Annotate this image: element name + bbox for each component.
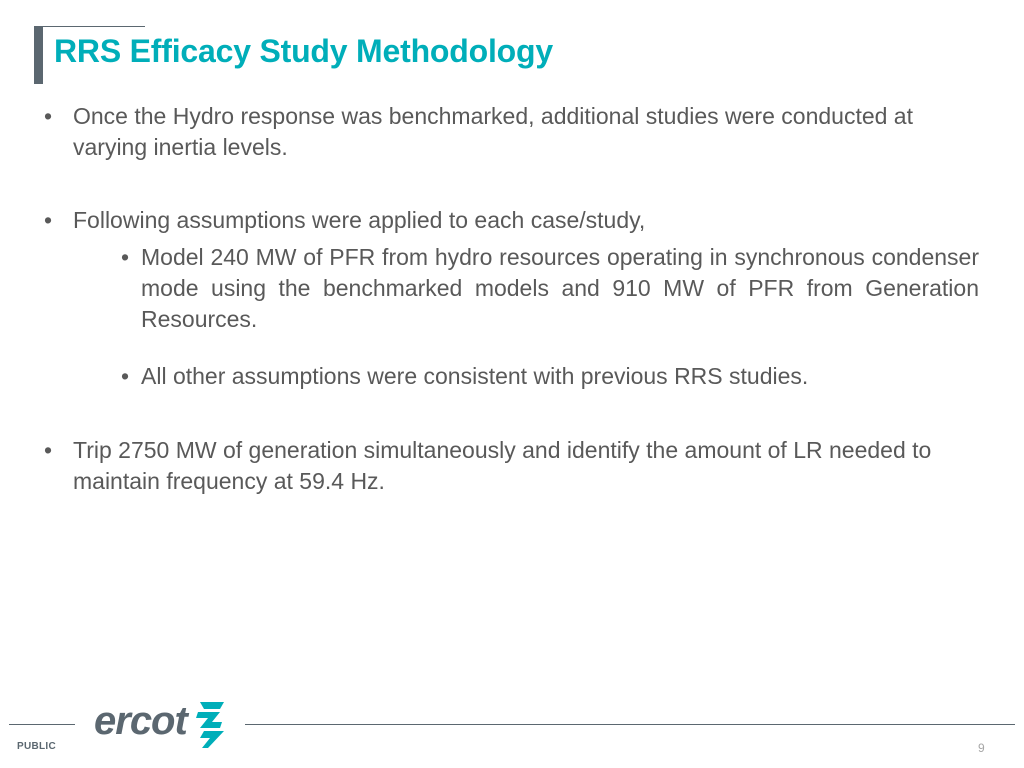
page-number: 9	[978, 741, 985, 755]
bullet-item	[44, 205, 983, 236]
sub-bullet-item	[121, 361, 979, 392]
bullet-text: Trip 2750 MW of generation simultaneously and identify the amount of LR needed to maintain frequency at 59.4 Hz.	[73, 437, 932, 494]
footer-rule-right	[245, 724, 1015, 725]
sub-bullet-text: All other assumptions were consistent with previous RRS studies.	[141, 363, 809, 389]
bullet-item	[44, 101, 983, 163]
bullet-marker: •	[44, 103, 53, 129]
ercot-logo	[94, 698, 229, 752]
footer-rule-left	[9, 724, 75, 725]
sub-bullet-marker: •	[121, 363, 130, 389]
bullet-text: Following assumptions were applied to each case/study,	[73, 207, 646, 233]
bullet-marker: •	[44, 437, 53, 463]
slide-title: RRS Efficacy Study Methodology	[54, 33, 553, 69]
sub-bullet-text: Model 240 MW of PFR from hydro resources operating in synchronous condenser mode using the benchmarked models and 910 MW of PFR from Generation Resources.	[141, 244, 979, 332]
lightning-bolt-icon	[190, 700, 226, 750]
sub-bullet-item	[121, 242, 979, 335]
bullet-item	[44, 435, 983, 497]
bullet-marker: •	[44, 207, 53, 233]
sub-bullet-marker: •	[121, 244, 130, 270]
bullet-text: Once the Hydro response was benchmarked, additional studies were conducted at varying inertia levels.	[73, 103, 913, 160]
classification-label: PUBLIC	[17, 741, 57, 752]
logo-wordmark: ercot	[94, 699, 187, 743]
